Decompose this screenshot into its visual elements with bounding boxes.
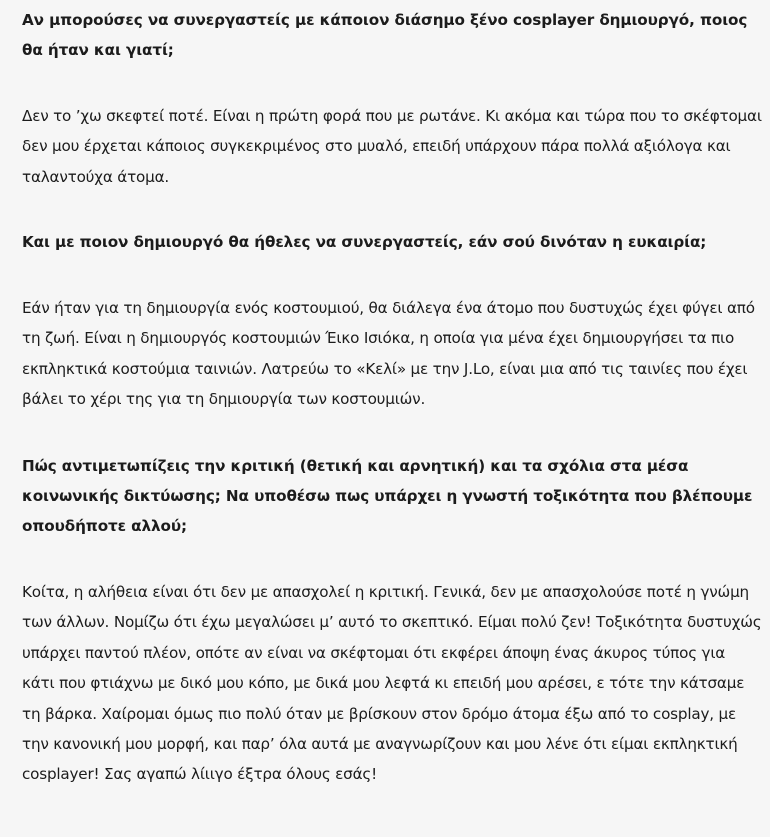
question-3: Πώς αντιμετωπίζεις την κριτική (θετική και αρνητική) και τα σχόλια στα μέσα κοινωνικής δικτύωσης; Να υποθέσω πως υπάρχει η γνωστή τοξικότητα που βλέπουμε οπουδήποτε αλλού; xyxy=(22,457,753,535)
answer-1: Δεν το ’χω σκεφτεί ποτέ. Είναι η πρώτη φορά που με ρωτάνε. Κι ακόμα και τώρα που το σκέφτομαι δεν μου έρχεται κάποιος συγκεκριμένος στο μυαλό, επειδή υπάρχουν πάρα πολλά αξιόλογα και ταλαντούχα άτομα. xyxy=(22,107,762,186)
question-2: Και με ποιον δημιουργό θα ήθελες να συνεργαστείς, εάν σού δινόταν η ευκαιρία; xyxy=(22,233,707,251)
answer-2: Εάν ήταν για τη δημιουργία ενός κοστουμιού, θα διάλεγα ένα άτομο που δυστυχώς έχει φύγει από τη ζωή. Είναι η δημιουργός κοστουμιών Έικο Ισιόκα, η οποία για μένα έχει δημιουργήσει τα πιο εκπληκτικά κοστούμια ταινιών. Λατρεύω το «Κελί» με την J.Lo, είναι μια από τις ταινίες που έχει βάλει το χέρι της για τη δημιουργία των κοστουμιών. xyxy=(22,299,755,409)
answer-3: Κοίτα, η αλήθεια είναι ότι δεν με απασχολεί η κριτική. Γενικά, δεν με απασχολούσε ποτέ η γνώμη των άλλων. Νομίζω ότι έχω μεγαλώσει μ’ αυτό το σκεπτικό. Είμαι πολύ ζεν! Τοξικότητα δυστυχώς υπάρχει παντού πλέον, οπότε αν είναι να σκέφτομαι ότι εκφέρει άποψη ένας άκυρος τύπος για κάτι που φτιάχνω με δικό μου κόπο, με δικά μου λεφτά κι επειδή μου αρέσει, ε τότε την κάτσαμε τη βάρκα. Χαίρομαι όμως πιο πολύ όταν με βρίσκουν στον δρόμο άτομα έξω από το cosplay, με την κανονική μου μορφή, και παρ’ όλα αυτά με αναγνωρίζουν και μου λένε ότι είμαι εκπληκτική cosplayer! Σας αγαπώ λίιιγο έξτρα όλους εσάς! xyxy=(22,583,762,784)
question-1: Αν μπορούσες να συνεργαστείς με κάποιον διάσημο ξένο cosplayer δημιουργό, ποιος θα ήταν και γιατί; xyxy=(22,11,748,59)
